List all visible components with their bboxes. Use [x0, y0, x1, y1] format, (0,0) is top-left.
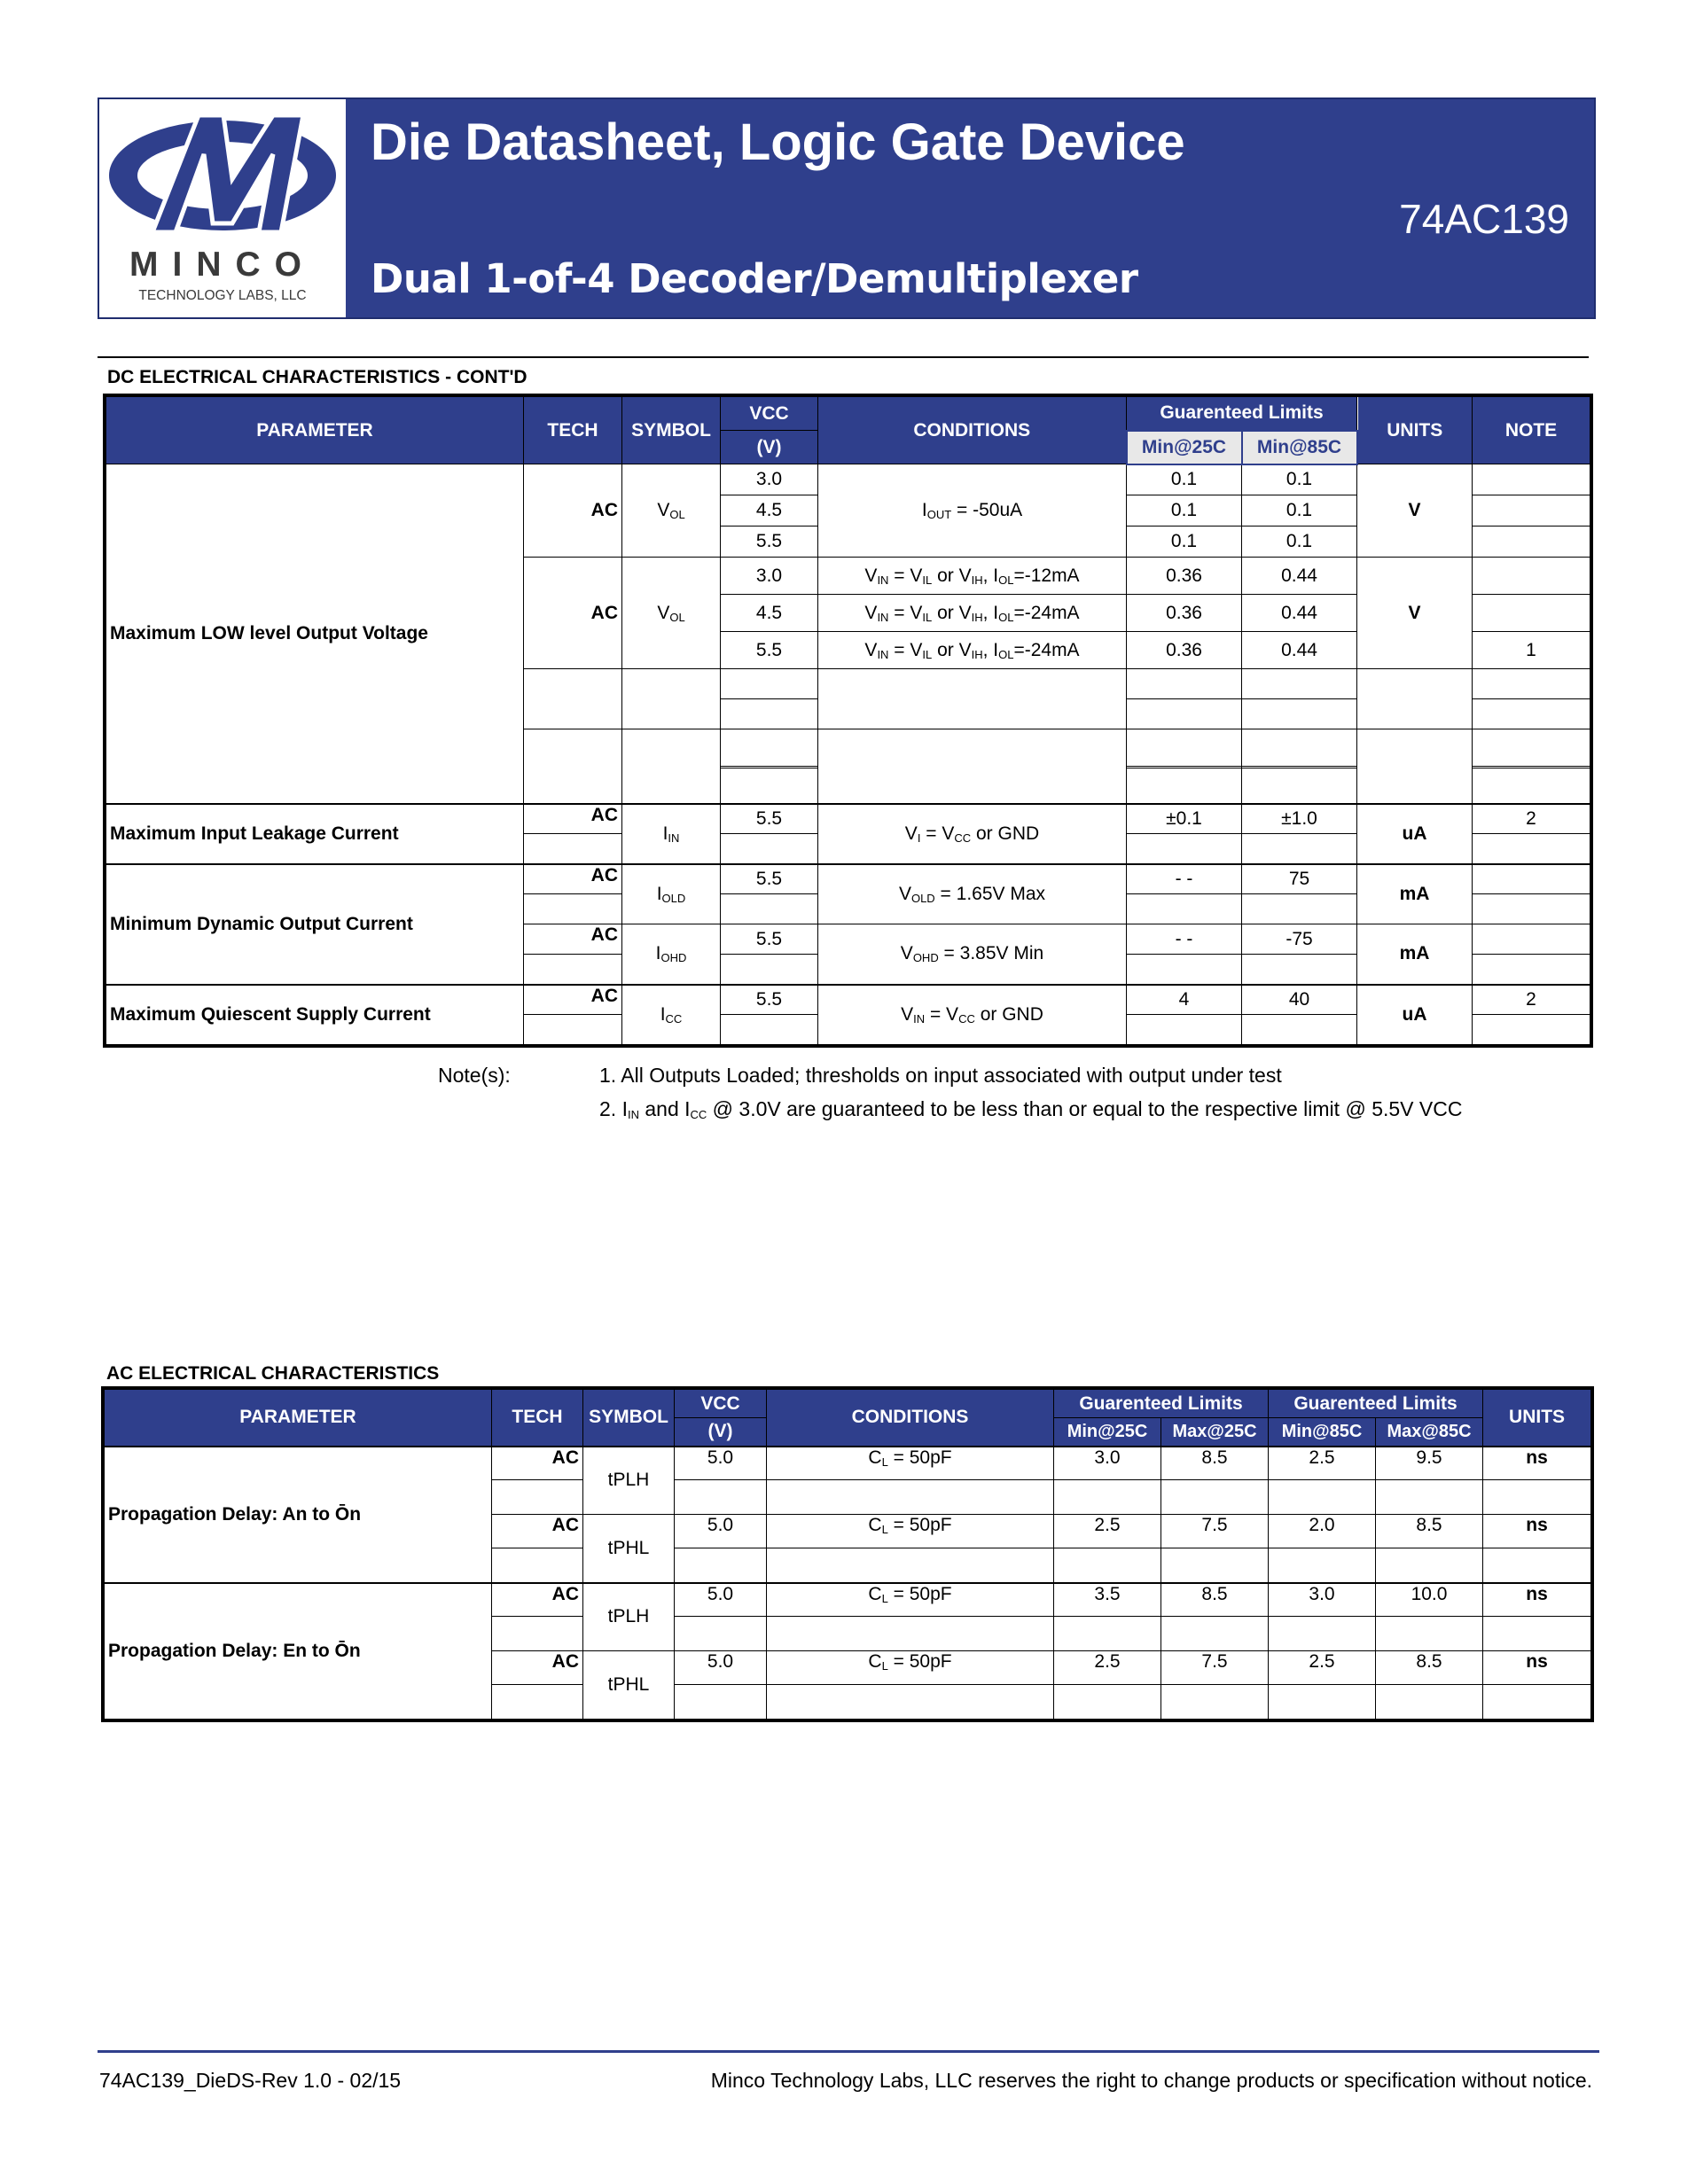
min25-cell: 0.36 [1127, 595, 1242, 632]
min85-cell: 2.0 [1269, 1515, 1376, 1548]
units-cell: ns [1483, 1447, 1591, 1480]
col-header-vcc-unit: (V) [675, 1418, 767, 1447]
conditions-cell: $V_{IN} = V_{IL}$ or $V_{IH}$, $I_{OL}=-24mA$ [818, 595, 1127, 632]
col-header-units: UNITS [1357, 397, 1473, 464]
tech-cell: AC [524, 558, 622, 669]
notes-label: Note(s): [438, 1064, 511, 1087]
vcc-cell: 5.0 [675, 1651, 767, 1685]
max85-cell: 8.5 [1376, 1515, 1483, 1548]
col-header-parameter: PARAMETER [106, 397, 524, 464]
note-1: 1. All Outputs Loaded; thresholds on input associated with output under test [599, 1064, 1282, 1087]
units-cell: uA [1357, 804, 1473, 864]
dc-characteristics-table [106, 396, 1590, 1045]
col-header-limits-85: Guarenteed Limits [1269, 1390, 1483, 1418]
symbol-cell: $V_{OL}$ [622, 558, 721, 669]
logo-tagline: TECHNOLOGY LABS, LLC [138, 288, 307, 303]
tech-cell: AC [492, 1651, 583, 1685]
param-vol: Maximum LOW level Output Voltage [106, 464, 524, 804]
table-row [105, 1447, 1591, 1480]
conditions-cell: $V_I = V_{CC}$ or GND [818, 804, 1127, 864]
units-cell: V [1357, 558, 1473, 669]
units-cell: V [1357, 464, 1473, 558]
vcc-cell: 4.5 [721, 595, 818, 632]
units-cell: mA [1357, 864, 1473, 924]
note-cell [1473, 595, 1590, 632]
col-header-tech: TECH [524, 397, 622, 464]
company-logo [99, 99, 346, 317]
table-row [106, 864, 1590, 894]
tech-cell: AC [492, 1515, 583, 1548]
part-number: 74AC139 [1399, 196, 1569, 242]
min25-cell: 2.5 [1054, 1515, 1161, 1548]
vcc-cell: 5.5 [721, 924, 818, 955]
document-title: Die Datasheet, Logic Gate Device [371, 113, 1185, 171]
table-row [106, 804, 1590, 834]
min85-cell: 0.44 [1242, 595, 1357, 632]
tech-cell: AC [492, 1583, 583, 1617]
note-cell: 2 [1473, 804, 1590, 834]
col-header-min85: Min@85C [1269, 1418, 1376, 1447]
vcc-cell: 5.5 [721, 632, 818, 669]
min25-cell: - - [1127, 864, 1242, 894]
col-header-conditions: CONDITIONS [818, 397, 1127, 464]
max25-cell: 8.5 [1161, 1447, 1269, 1480]
tech-cell: AC [524, 924, 622, 955]
note-cell [1473, 495, 1590, 526]
ac-section-title: AC ELECTRICAL CHARACTERISTICS [106, 1363, 440, 1384]
tech-cell: AC [492, 1447, 583, 1480]
max85-cell: 9.5 [1376, 1447, 1483, 1480]
tech-cell: AC [524, 985, 622, 1015]
units-cell: ns [1483, 1651, 1591, 1685]
table-row [106, 464, 1590, 495]
min85-cell: 3.0 [1269, 1583, 1376, 1617]
max85-cell: 8.5 [1376, 1651, 1483, 1685]
vcc-cell: 4.5 [721, 495, 818, 526]
col-header-vcc: VCC [721, 397, 818, 431]
footer-disclaimer: Minco Technology Labs, LLC reserves the right to change products or specification without notice. [710, 2069, 1592, 2092]
min25-cell: - - [1127, 924, 1242, 955]
min85-cell: 2.5 [1269, 1447, 1376, 1480]
note-cell: 1 [1473, 632, 1590, 669]
ac-characteristics-table [104, 1389, 1591, 1720]
col-header-limits-25: Guarenteed Limits [1054, 1390, 1269, 1418]
symbol-cell: $I_{OLD}$ [622, 864, 721, 924]
footer-revision: 74AC139_DieDS-Rev 1.0 - 02/15 [99, 2069, 402, 2092]
max25-cell: 7.5 [1161, 1515, 1269, 1548]
vcc-cell: 5.5 [721, 526, 818, 558]
symbol-cell: $I_{OHD}$ [622, 924, 721, 985]
col-header-parameter: PARAMETER [105, 1390, 492, 1447]
col-header-units: UNITS [1483, 1390, 1591, 1447]
min85-cell: 0.1 [1242, 495, 1357, 526]
vcc-cell: 3.0 [721, 558, 818, 595]
vcc-cell: 5.5 [721, 985, 818, 1015]
symbol-cell: tPLH [583, 1447, 675, 1515]
units-cell: ns [1483, 1515, 1591, 1548]
conditions-cell: $V_{IN} = V_{IL}$ or $V_{IH}$, $I_{OL}=-12mA$ [818, 558, 1127, 595]
min25-cell: 2.5 [1054, 1651, 1161, 1685]
min85-cell: 0.1 [1242, 464, 1357, 495]
col-header-vcc: VCC [675, 1390, 767, 1418]
min85-cell: -75 [1242, 924, 1357, 955]
min25-cell: ±0.1 [1127, 804, 1242, 834]
symbol-cell: tPHL [583, 1651, 675, 1720]
note-cell [1473, 924, 1590, 955]
tech-cell: AC [524, 464, 622, 558]
min25-cell: 0.36 [1127, 632, 1242, 669]
document-subtitle: Dual 1-of-4 Decoder/Demultiplexer [371, 255, 1138, 302]
min85-cell: 75 [1242, 864, 1357, 894]
col-header-vcc-unit: (V) [721, 431, 818, 464]
min25-cell: 0.1 [1127, 526, 1242, 558]
conditions-cell: $I_{OUT} = -50uA$ [818, 464, 1127, 558]
param-icc: Maximum Quiescent Supply Current [106, 985, 524, 1045]
vcc-cell: 5.0 [675, 1515, 767, 1548]
tech-cell: AC [524, 804, 622, 834]
col-header-min25: Min@25C [1054, 1418, 1161, 1447]
col-header-min25: Min@25C [1127, 431, 1242, 464]
col-header-conditions: CONDITIONS [767, 1390, 1054, 1447]
col-header-note: NOTE [1473, 397, 1590, 464]
param-prop-en: Propagation Delay: En to Ōn [105, 1583, 492, 1720]
min85-cell: 40 [1242, 985, 1357, 1015]
min85-cell: 2.5 [1269, 1651, 1376, 1685]
min25-cell: 4 [1127, 985, 1242, 1015]
col-header-limits: Guarenteed Limits [1127, 397, 1357, 431]
vcc-cell: 5.0 [675, 1583, 767, 1617]
min25-cell: 0.36 [1127, 558, 1242, 595]
col-header-tech: TECH [492, 1390, 583, 1447]
min85-cell: 0.44 [1242, 632, 1357, 669]
vcc-cell: 5.0 [675, 1447, 767, 1480]
note-cell [1473, 526, 1590, 558]
symbol-cell: $I_{IN}$ [622, 804, 721, 864]
units-cell: ns [1483, 1583, 1591, 1617]
col-header-symbol: SYMBOL [583, 1390, 675, 1447]
col-header-symbol: SYMBOL [622, 397, 721, 464]
conditions-cell: $V_{IN} = V_{IL}$ or $V_{IH}$, $I_{OL}=-24mA$ [818, 632, 1127, 669]
conditions-cell: $C_L = 50pF$ [767, 1583, 1054, 1617]
footer-divider [98, 2050, 1599, 2053]
divider [98, 356, 1589, 358]
col-header-min85: Min@85C [1242, 431, 1357, 464]
minco-m-logo-icon [99, 99, 346, 250]
units-cell: uA [1357, 985, 1473, 1045]
min85-cell: ±1.0 [1242, 804, 1357, 834]
param-prop-an: Propagation Delay: An to Ōn [105, 1447, 492, 1583]
conditions-cell: $V_{OLD} = 1.65V$ Max [818, 864, 1127, 924]
max25-cell: 7.5 [1161, 1651, 1269, 1685]
dc-section-title: DC ELECTRICAL CHARACTERISTICS - CONT'D [107, 367, 528, 387]
conditions-cell: $C_L = 50pF$ [767, 1651, 1054, 1685]
min25-cell: 0.1 [1127, 495, 1242, 526]
symbol-cell: tPLH [583, 1583, 675, 1651]
table-row [105, 1583, 1591, 1617]
max85-cell: 10.0 [1376, 1583, 1483, 1617]
table-row [106, 985, 1590, 1015]
note-cell: 2 [1473, 985, 1590, 1015]
symbol-cell: tPHL [583, 1515, 675, 1583]
note-cell [1473, 558, 1590, 595]
param-dynamic: Minimum Dynamic Output Current [106, 864, 524, 985]
conditions-cell: $V_{OHD} = 3.85V$ Min [818, 924, 1127, 985]
logo-wordmark: MINCO [129, 246, 316, 284]
vcc-cell: 5.5 [721, 864, 818, 894]
symbol-cell: $V_{OL}$ [622, 464, 721, 558]
max25-cell: 8.5 [1161, 1583, 1269, 1617]
conditions-cell: $C_L = 50pF$ [767, 1447, 1054, 1480]
vcc-cell: 5.5 [721, 804, 818, 834]
min25-cell: 3.5 [1054, 1583, 1161, 1617]
note-2: 2. $I_{IN}$ and $I_{CC}$ @ 3.0V are guaranteed to be less than or equal to the respective limit @ 5.5V VCC [599, 1097, 1463, 1121]
min25-cell: 0.1 [1127, 464, 1242, 495]
vcc-cell: 3.0 [721, 464, 818, 495]
min85-cell: 0.44 [1242, 558, 1357, 595]
param-iin: Maximum Input Leakage Current [106, 804, 524, 864]
conditions-cell: $C_L = 50pF$ [767, 1515, 1054, 1548]
symbol-cell: $I_{CC}$ [622, 985, 721, 1045]
col-header-max25: Max@25C [1161, 1418, 1269, 1447]
note-cell [1473, 864, 1590, 894]
units-cell: mA [1357, 924, 1473, 985]
note-cell [1473, 464, 1590, 495]
col-header-max85: Max@85C [1376, 1418, 1483, 1447]
tech-cell: AC [524, 864, 622, 894]
conditions-cell: $V_{IN} = V_{CC}$ or GND [818, 985, 1127, 1045]
min85-cell: 0.1 [1242, 526, 1357, 558]
min25-cell: 3.0 [1054, 1447, 1161, 1480]
